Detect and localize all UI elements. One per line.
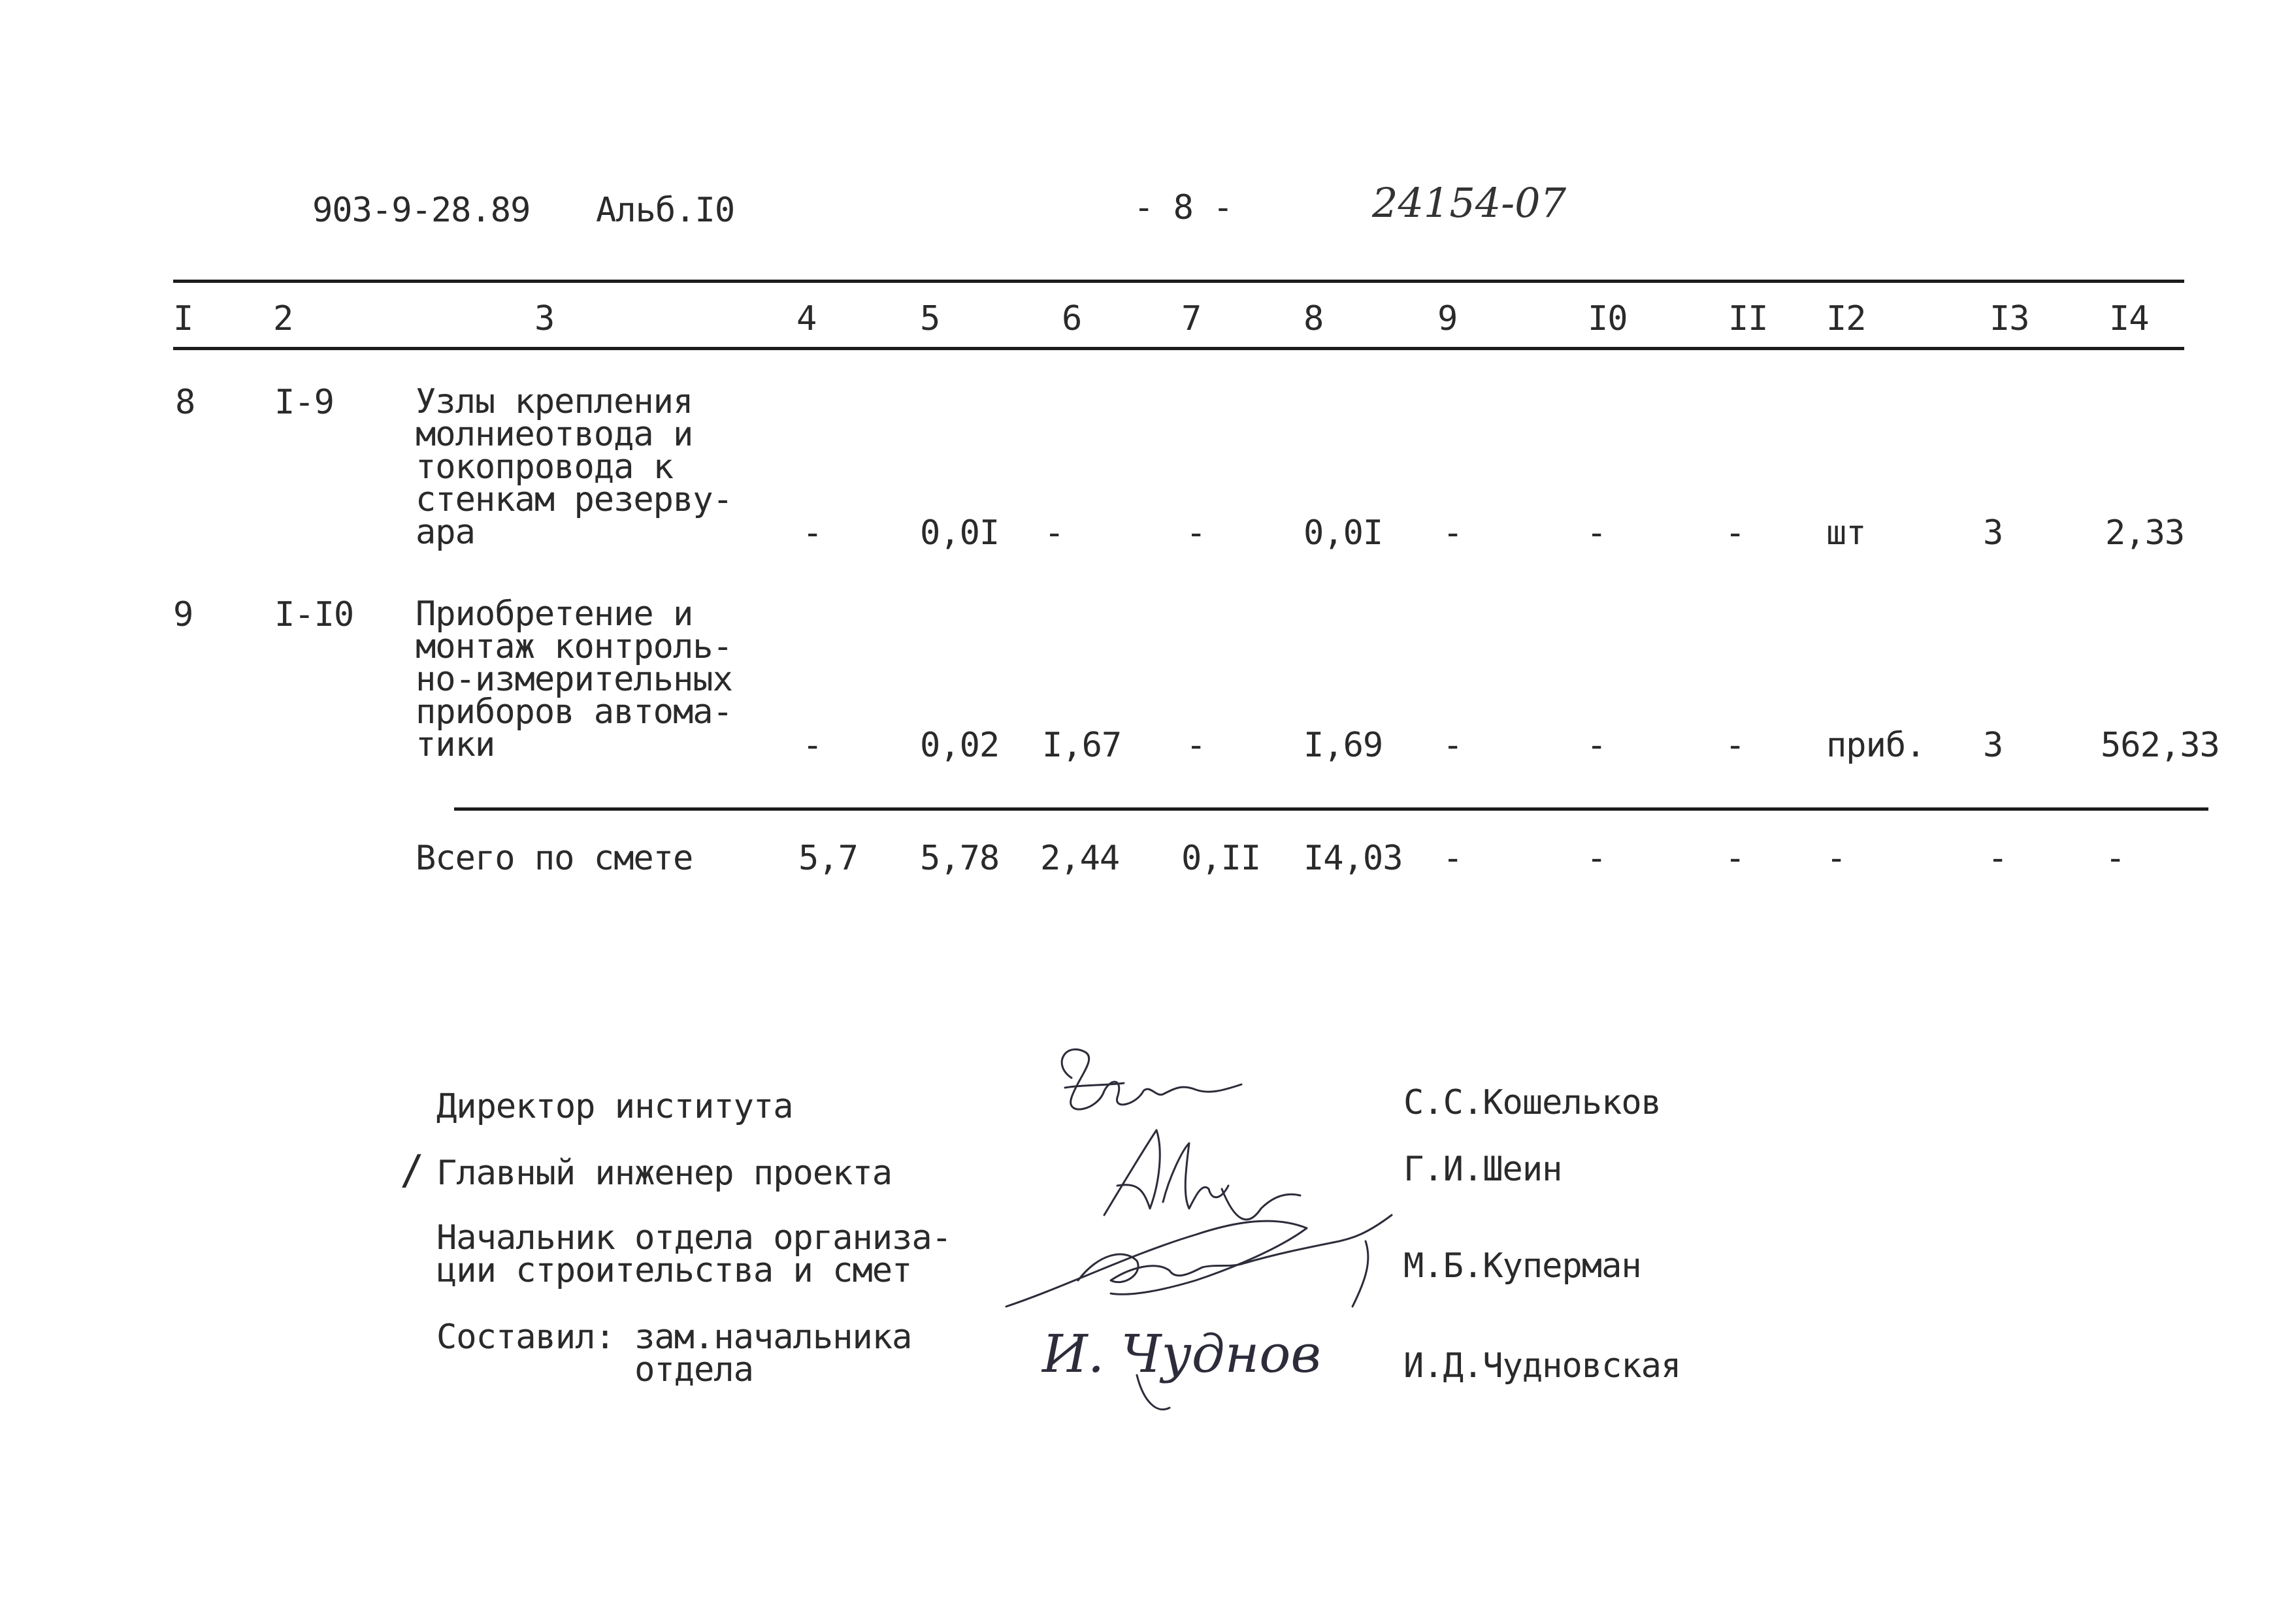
- cell-col6: -: [1044, 513, 1064, 553]
- name-chief-engineer: Г.И.Шеин: [1403, 1150, 1562, 1189]
- total-col13: -: [1988, 839, 2008, 878]
- album-number: Альб.I0: [596, 191, 735, 230]
- column-header: I: [173, 299, 193, 338]
- name-compiler: И.Д.Чудновская: [1403, 1346, 1681, 1386]
- cell-col9: -: [1443, 513, 1463, 553]
- column-header: 4: [796, 299, 817, 338]
- cell-col12: приб.: [1826, 726, 1925, 765]
- cell-col13: 3: [1983, 726, 2003, 765]
- table-header-rule: [173, 347, 2184, 350]
- total-col8: I4,03: [1303, 839, 1403, 878]
- row-number: 8: [175, 383, 195, 422]
- total-col6: 2,44: [1040, 839, 1120, 878]
- row-name: Приобретение и монтаж контроль- но-измерительных приборов автома- тики: [416, 594, 732, 764]
- role-chief-engineer: Главный инженер проекта: [436, 1154, 893, 1193]
- total-col11: -: [1725, 839, 1745, 878]
- column-header: I3: [1990, 299, 2029, 338]
- cell-col10: -: [1586, 726, 1607, 765]
- cell-col14: 562,33: [2101, 726, 2220, 765]
- cell-col12: шт: [1826, 513, 1866, 553]
- column-header: 8: [1303, 299, 1324, 338]
- cell-col11: -: [1725, 513, 1745, 553]
- cell-col5: 0,0I: [920, 513, 1000, 553]
- total-col10: -: [1586, 839, 1607, 878]
- cell-col5: 0,02: [920, 726, 1000, 765]
- signature-compiler-text: И. Чуднов: [1042, 1324, 1321, 1384]
- cell-col8: I,69: [1303, 726, 1383, 765]
- column-header: 9: [1437, 299, 1458, 338]
- cell-col7: -: [1186, 726, 1206, 765]
- cell-col7: -: [1186, 513, 1206, 553]
- role-compiler: Составил: зам.начальника отдела: [436, 1318, 912, 1389]
- column-header: 5: [920, 299, 940, 338]
- column-header: 7: [1181, 299, 1202, 338]
- row-name: Узлы крепления молниеотвода и токопровода к стенкам резерву- ара: [416, 382, 732, 552]
- cell-col10: -: [1586, 513, 1607, 553]
- column-header: I2: [1826, 299, 1866, 338]
- role-director: Директор института: [436, 1087, 793, 1126]
- cell-col8: 0,0I: [1303, 513, 1383, 553]
- total-col9: -: [1443, 839, 1463, 878]
- total-col4: 5,7: [798, 839, 858, 878]
- doc-code: 903-9-28.89: [312, 191, 531, 230]
- column-header: II: [1728, 299, 1768, 338]
- name-director: С.С.Кошельков: [1403, 1083, 1661, 1122]
- column-header: I0: [1588, 299, 1628, 338]
- page-number: - 8 -: [1134, 188, 1233, 227]
- cell-col4: -: [802, 726, 823, 765]
- cell-col9: -: [1443, 726, 1463, 765]
- row-number: 9: [173, 595, 193, 634]
- column-header: 2: [273, 299, 293, 338]
- handwritten-doc-number: 24154-07: [1372, 179, 1567, 227]
- total-label: Всего по смете: [416, 839, 693, 878]
- cell-col4: -: [802, 513, 823, 553]
- signature-compiler: [1039, 1310, 1326, 1421]
- total-col5: 5,78: [920, 839, 1000, 878]
- row-code: I-I0: [274, 595, 354, 634]
- total-rule: [454, 807, 2208, 811]
- cell-col11: -: [1725, 726, 1745, 765]
- role-department-head: Начальник отдела организа- ции строительства и смет: [436, 1218, 951, 1290]
- name-department-head: М.Б.Куперман: [1403, 1246, 1641, 1286]
- column-header: 3: [534, 299, 555, 338]
- total-col12: -: [1826, 839, 1846, 878]
- row-code: I-9: [274, 383, 334, 422]
- column-header: 6: [1062, 299, 1082, 338]
- signature-director: [1045, 1039, 1254, 1130]
- cell-col6: I,67: [1042, 726, 1122, 765]
- table-top-rule: [173, 280, 2184, 283]
- total-col7: 0,II: [1181, 839, 1261, 878]
- cell-col13: 3: [1983, 513, 2003, 553]
- total-col14: -: [2105, 839, 2125, 878]
- cell-col14: 2,33: [2105, 513, 2185, 553]
- column-header: I4: [2109, 299, 2149, 338]
- margin-slash-mark: /: [400, 1146, 425, 1194]
- signature-department-head: [1000, 1202, 1405, 1320]
